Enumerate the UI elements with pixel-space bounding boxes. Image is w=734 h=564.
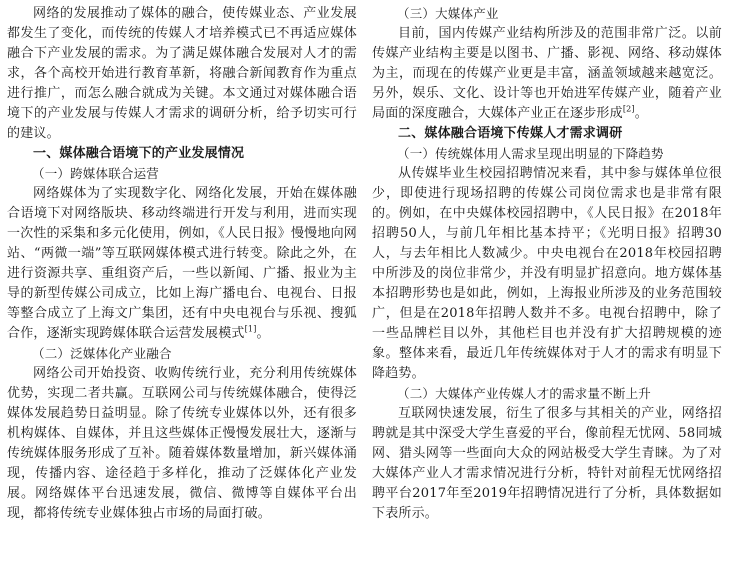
right-column bbox=[372, 4, 722, 524]
paragraph-traditional-demand: 从传媒毕业生校园招聘情况来看，其中参与媒体单位很少，即使进行现场招聘的传媒公司岗位需求也是非常有限的。例如，在中央媒体校园招聘中，《人民日报》在2018年招聘50人，与前几年相比基本持平；《光明日报》招聘30人，与去年相比人数减少。中央电视台在2018年校园招聘中所涉及的岗位非常少，并没有明显扩招意向。地方媒体基本招聘形势也是如此，例如，上海报业所涉及的业务范围较广，但是在2018年招聘人数并不多。电视台招聘中，除了一些品牌栏目以外，其他栏目也并没有扩大招聘规模的迹象。整体来看，最近几年传统媒体对于人才的需求有明显下降趋势。 bbox=[372, 166, 722, 381]
citation-2: [2] bbox=[622, 104, 635, 114]
left-column bbox=[7, 4, 357, 524]
paragraph-big-media-demand: 互联网快速发展，衍生了很多与其相关的产业，网络招聘就是其中深受大学生喜爱的平台，像前程无忧网、58同城网、猎头网等一些面向大众的网站极受大学生青睐。为了对大媒体产业人才需求情况进行分析，特针对前程无忧网络招聘平台2017年至2019年招聘情况进行了分析，具体数据如下表所示。 bbox=[372, 406, 722, 521]
subsection-2-1-heading: （一）传统媒体用人需求呈现出明显的下降趋势 bbox=[397, 146, 664, 161]
subsection-1-3-heading: （三）大媒体产业 bbox=[397, 6, 499, 21]
paragraph-text: 网络媒体为了实现数字化、网络化发展，开始在媒体融合语境下对网络版块、移动终端进行开发与利用，进而实现一次性的采集和多元化使用，例如，《人民日报》慢慢地向网站、“两微一端”等互联网媒体模式进行转变。除此之外，在进行资源共享、重组资产后，一些以新闻、广播、报业为主导的新型传媒公司成立，比如上海广播电台、电视台、日报等整合成立了上海文广集团，还有中央电视台与乐视、搜狐合作，逐渐实现跨媒体联合运营发展模式 bbox=[7, 186, 357, 341]
section-1-heading: 一、媒体融合语境下的产业发展情况 bbox=[33, 146, 245, 161]
intro-paragraph: 网络的发展推动了媒体的融合，使传媒业态、产业发展都发生了变化，而传统的传媒人才培养模式已不再适应媒体融合下产业发展的需求。为了满足媒体融合发展对人才的需求，各个高校开始进行教育革新，将融合新闻教育作为重点进行推广，而怎么融合就成为关键。本文通过对媒体融合语境下的产业发展与传媒人才需求的调研分析，给予切实可行的建议。 bbox=[7, 6, 357, 141]
section-2-heading: 二、媒体融合语境下传媒人才需求调研 bbox=[398, 126, 623, 141]
citation-1: [1] bbox=[244, 324, 257, 334]
subsection-1-2-heading: （二）泛媒体化产业融合 bbox=[32, 346, 172, 361]
subsection-2-2-heading: （二）大媒体产业传媒人才的需求量不断上升 bbox=[397, 386, 652, 401]
paragraph-end: 。 bbox=[256, 326, 270, 341]
paragraph-cross-media bbox=[7, 184, 357, 344]
paragraph-big-media bbox=[372, 24, 722, 124]
paragraph-pan-media: 网络公司开始投资、收购传统行业，充分利用传统媒体优势，实现二者共赢。互联网公司与传统媒体融合，使得泛媒体发展趋势日益明显。除了传统专业媒体以外，还有很多机构媒体、自媒体，并且这些媒体正慢慢发展壮大，逐渐与传统媒体服务形成了互补。随着媒体数量增加，新兴媒体涌现，传播内容、途径趋于多样化，推动了泛媒体化产业发展。网络媒体平台迅速发展，微信、微博等自媒体平台出现，都将传统专业媒体独占市场的局面打破。 bbox=[7, 366, 357, 521]
subsection-1-1-heading: （一）跨媒体联合运营 bbox=[32, 166, 160, 181]
paragraph-text: 目前，国内传媒产业结构所涉及的范围非常广泛。以前传媒产业结构主要是以图书、广播、影视、网络、移动媒体为主，而现在的传媒产业更是丰富，涵盖领域越来越宽泛。另外，娱乐、文化、设计等也开始进军传媒产业，随着产业局面的深度融合，大媒体产业正在逐步形成 bbox=[372, 26, 722, 121]
paragraph-end: 。 bbox=[634, 106, 648, 121]
